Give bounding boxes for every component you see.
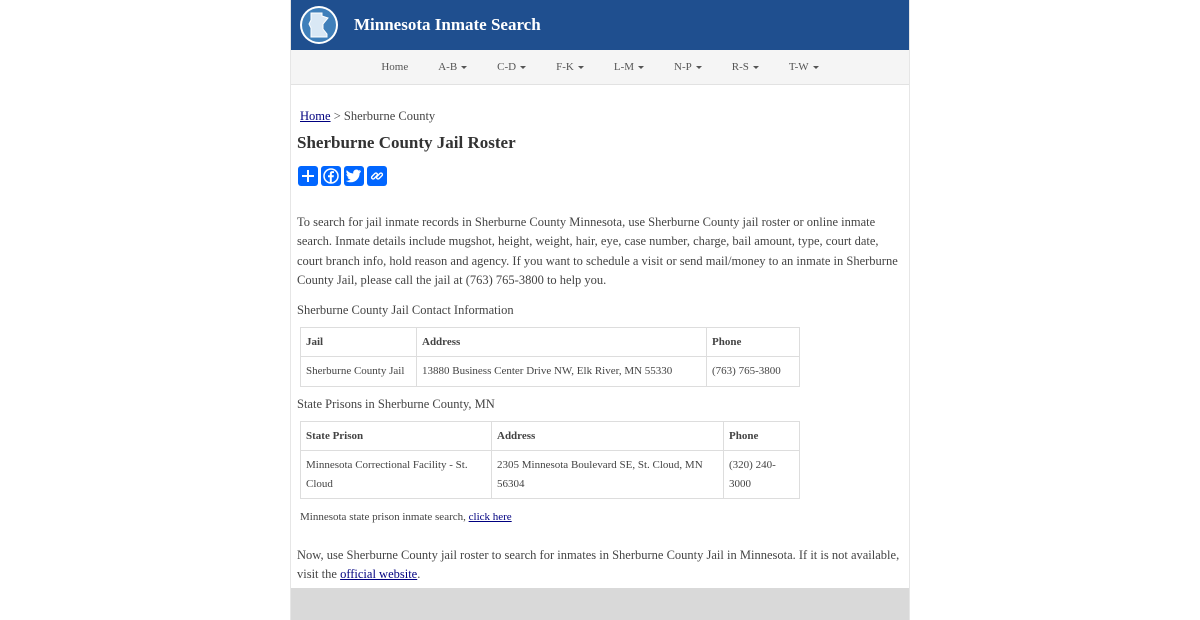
jail-contact-table [300,327,800,387]
cell-prison-phone: (320) 240-3000 [724,451,800,499]
nav-a-b[interactable] [423,61,482,73]
nav-label: A-B [438,61,458,73]
header-address: Address [417,327,707,357]
caret-down-icon [461,66,467,69]
header-address: Address [492,421,724,451]
cell-jail-phone: (763) 765-3800 [707,357,800,387]
nav-f-k[interactable] [541,61,599,73]
nav-label: N-P [674,61,692,73]
site-header [291,0,909,50]
nav-c-d[interactable] [482,61,541,73]
nav-label: C-D [497,61,517,73]
caret-down-icon [753,66,759,69]
caret-down-icon [578,66,584,69]
cell-prison-address: 2305 Minnesota Boulevard SE, St. Cloud, MN 56304 [492,451,724,499]
prison-search-note [300,511,903,523]
plus-share-icon[interactable] [298,166,318,186]
facebook-icon[interactable] [321,166,341,186]
cell-prison-name: Minnesota Correctional Facility - St. Cloud [301,451,492,499]
nav-n-p[interactable] [659,61,717,73]
nav-label: R-S [731,61,749,73]
page-container [290,0,910,620]
nav-label: F-K [556,61,574,73]
minnesota-map-logo-icon[interactable] [300,6,338,44]
breadcrumb-home-link[interactable]: Home [300,109,331,123]
table-row [301,357,800,387]
outro-end: . [417,567,421,582]
nav-r-s[interactable] [717,61,774,73]
main-content [291,109,909,585]
share-buttons [298,166,903,186]
official-website-link[interactable]: official website [340,567,418,582]
breadcrumb-current: Sherburne County [343,109,436,123]
prison-search-note-text: Minnesota state prison inmate search, [300,511,466,524]
state-prisons-heading: State Prisons in Sherburne County, MN [297,396,495,411]
click-here-link[interactable]: click here [468,511,512,524]
breadcrumb-separator: > [333,109,341,123]
header-state-prison: State Prison [301,421,492,451]
nav-label: L-M [613,61,635,73]
site-title[interactable]: Minnesota Inmate Search [354,15,541,34]
cell-jail-name: Sherburne County Jail [301,357,417,387]
main-nav [291,50,909,85]
twitter-icon[interactable] [344,166,364,186]
header-phone: Phone [707,327,800,357]
state-prisons-table [300,421,800,500]
header-jail: Jail [301,327,417,357]
table-header-row [301,327,800,357]
page-title: Sherburne County Jail Roster [297,133,516,152]
nav-l-m[interactable] [599,61,659,73]
cell-jail-address: 13880 Business Center Drive NW, Elk River, MN 55330 [417,357,707,387]
table-row [301,451,800,499]
copy-link-icon[interactable] [367,166,387,186]
caret-down-icon [696,66,702,69]
intro-paragraph: To search for jail inmate records in Sherburne County Minnesota, use Sherburne County jail roster or online inmate search. Inmate details include mugshot, height, weight, hair, eye, case number, charge, bail amount, type, court date, court branch info, hold reason and agency. If you want to schedule a visit or send mail/money to an inmate in Sherburne County Jail, please call the jail at (763) 765-3800 to help you. [297,215,898,287]
jail-contact-heading: Sherburne County Jail Contact Information [297,302,514,317]
nav-home[interactable] [366,61,423,73]
outro-text: Now, use Sherburne County jail roster to search for inmates in Sherburne County Jail in Minnesota. If it is not available, visit the [297,548,900,582]
header-phone: Phone [724,421,800,451]
caret-down-icon [813,66,819,69]
table-header-row [301,421,800,451]
page-footer [291,588,909,620]
caret-down-icon [638,66,644,69]
outro-paragraph [297,546,903,585]
breadcrumb [300,109,903,124]
caret-down-icon [520,66,526,69]
nav-t-w[interactable] [774,61,834,73]
nav-label: T-W [788,61,809,73]
nav-label: Home [381,61,409,73]
